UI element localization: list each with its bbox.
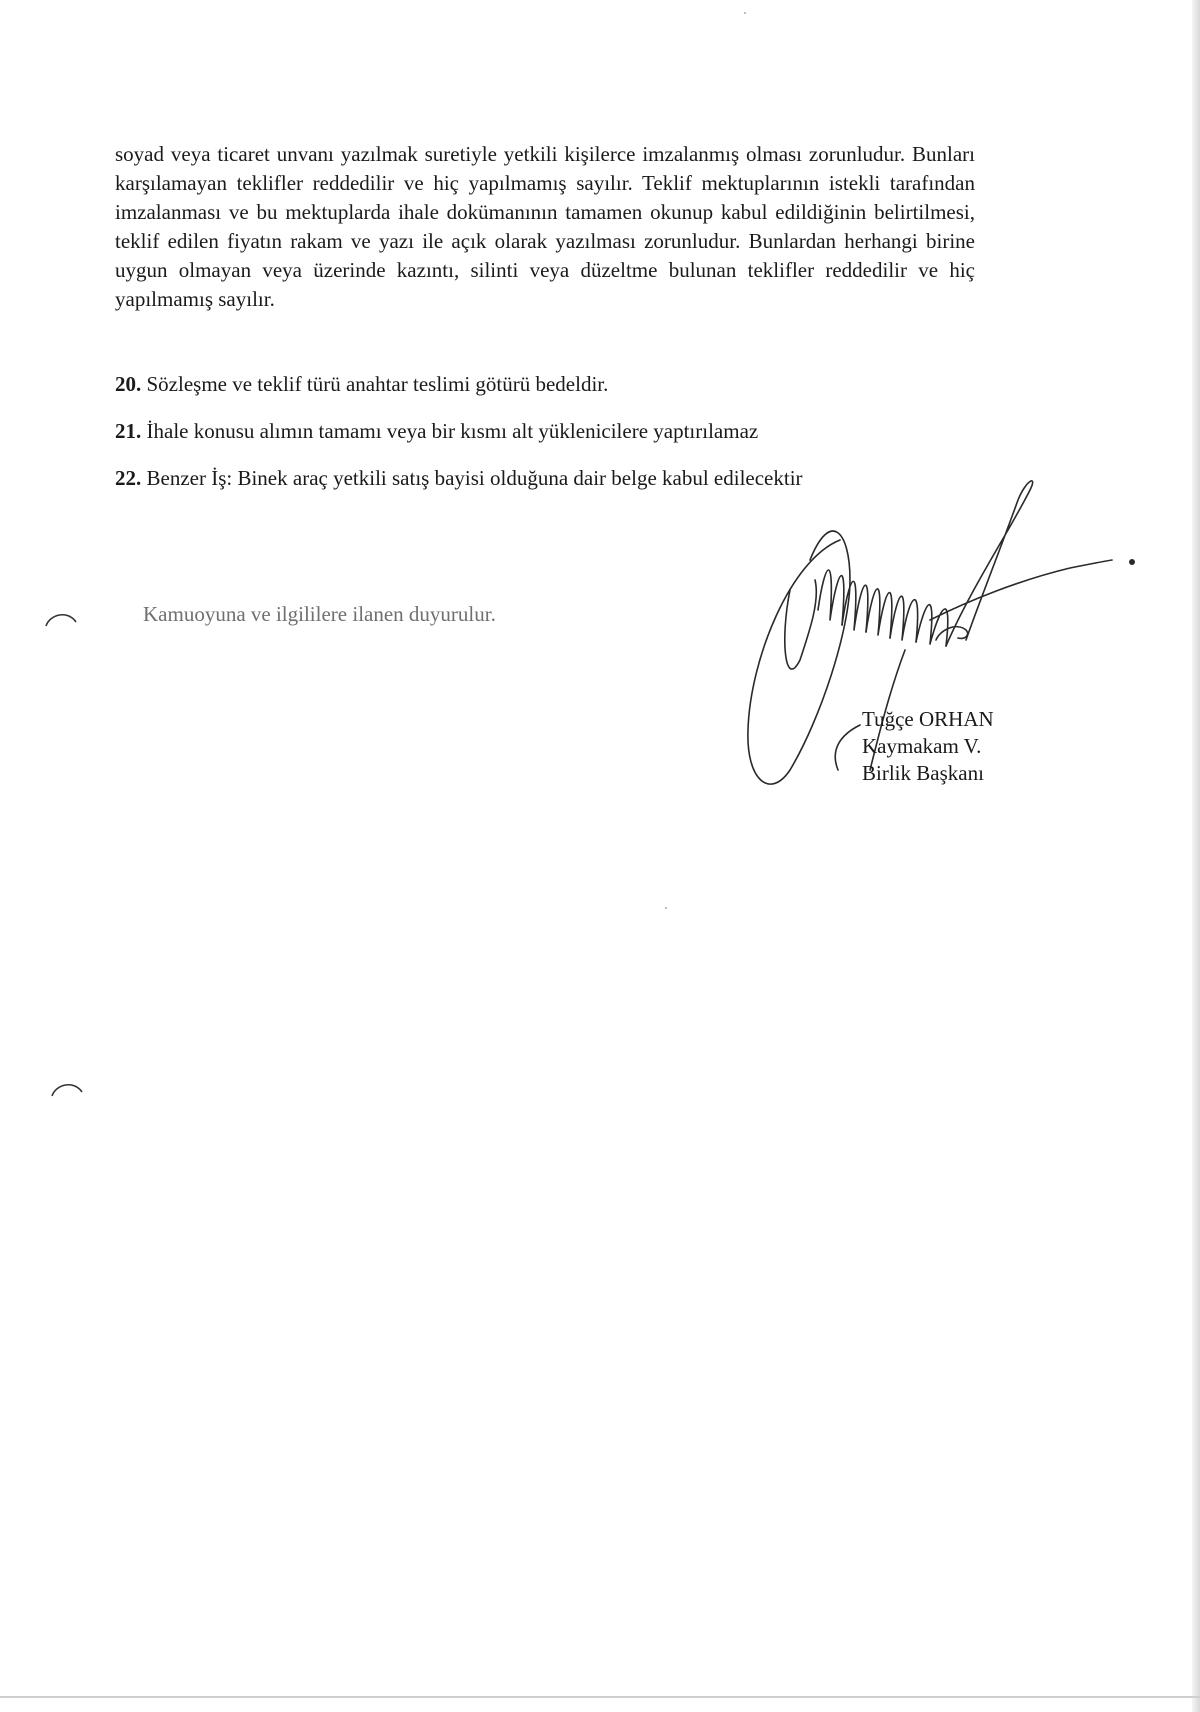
list-item-number: 20. bbox=[115, 372, 142, 396]
scan-page-edge bbox=[1192, 0, 1200, 1712]
signature-dot bbox=[1129, 559, 1135, 565]
scan-speck bbox=[665, 907, 667, 909]
list-item-21 bbox=[115, 417, 758, 446]
scan-speck bbox=[744, 12, 746, 14]
list-item-number: 21. bbox=[115, 419, 142, 443]
list-item-number: 22. bbox=[115, 466, 142, 490]
signatory-title: Kaymakam V. bbox=[862, 734, 982, 758]
punch-hole-mark bbox=[42, 608, 82, 628]
list-item-text: Sözleşme ve teklif türü anahtar teslimi götürü bedeldir. bbox=[141, 372, 609, 396]
list-item-20 bbox=[115, 370, 608, 399]
paragraph-continuation: soyad veya ticaret unvanı yazılmak suretiyle yetkili kişilerce imzalanmış olması zorunludur. Bunları karşılamayan teklifler reddedilir ve hiç yapılmamış sayılır. Teklif mektuplarının istekli tarafından imzalanması ve bu mektuplarda ihale dokümanının tamamen okunup kabul edildiğinin belirtilmesi, teklif edilen fiyatın rakam ve yazı ile açık olarak yazılması zorunludur. Bunlardan herhangi birine uygun olmayan veya üzerinde kazıntı, silinti veya düzeltme bulunan teklifler reddedilir ve hiç yapılmamış sayılır. bbox=[115, 142, 975, 311]
signatory-role: Birlik Başkanı bbox=[862, 761, 984, 785]
signatory-block bbox=[862, 706, 994, 787]
announcement-text: Kamuoyuna ve ilgililere ilanen duyurulur. bbox=[143, 602, 496, 626]
list-item-text: İhale konusu alımın tamamı veya bir kısmı alt yüklenicilere yaptırılamaz bbox=[141, 419, 759, 443]
scan-bottom-edge bbox=[0, 1696, 1200, 1698]
list-item-text: Benzer İş: Binek araç yetkili satış bayisi olduğuna dair belge kabul edilecektir bbox=[141, 466, 803, 490]
list-item-22 bbox=[115, 464, 803, 493]
punch-hole-mark bbox=[48, 1078, 88, 1098]
signatory-name: Tuğçe ORHAN bbox=[862, 707, 994, 731]
